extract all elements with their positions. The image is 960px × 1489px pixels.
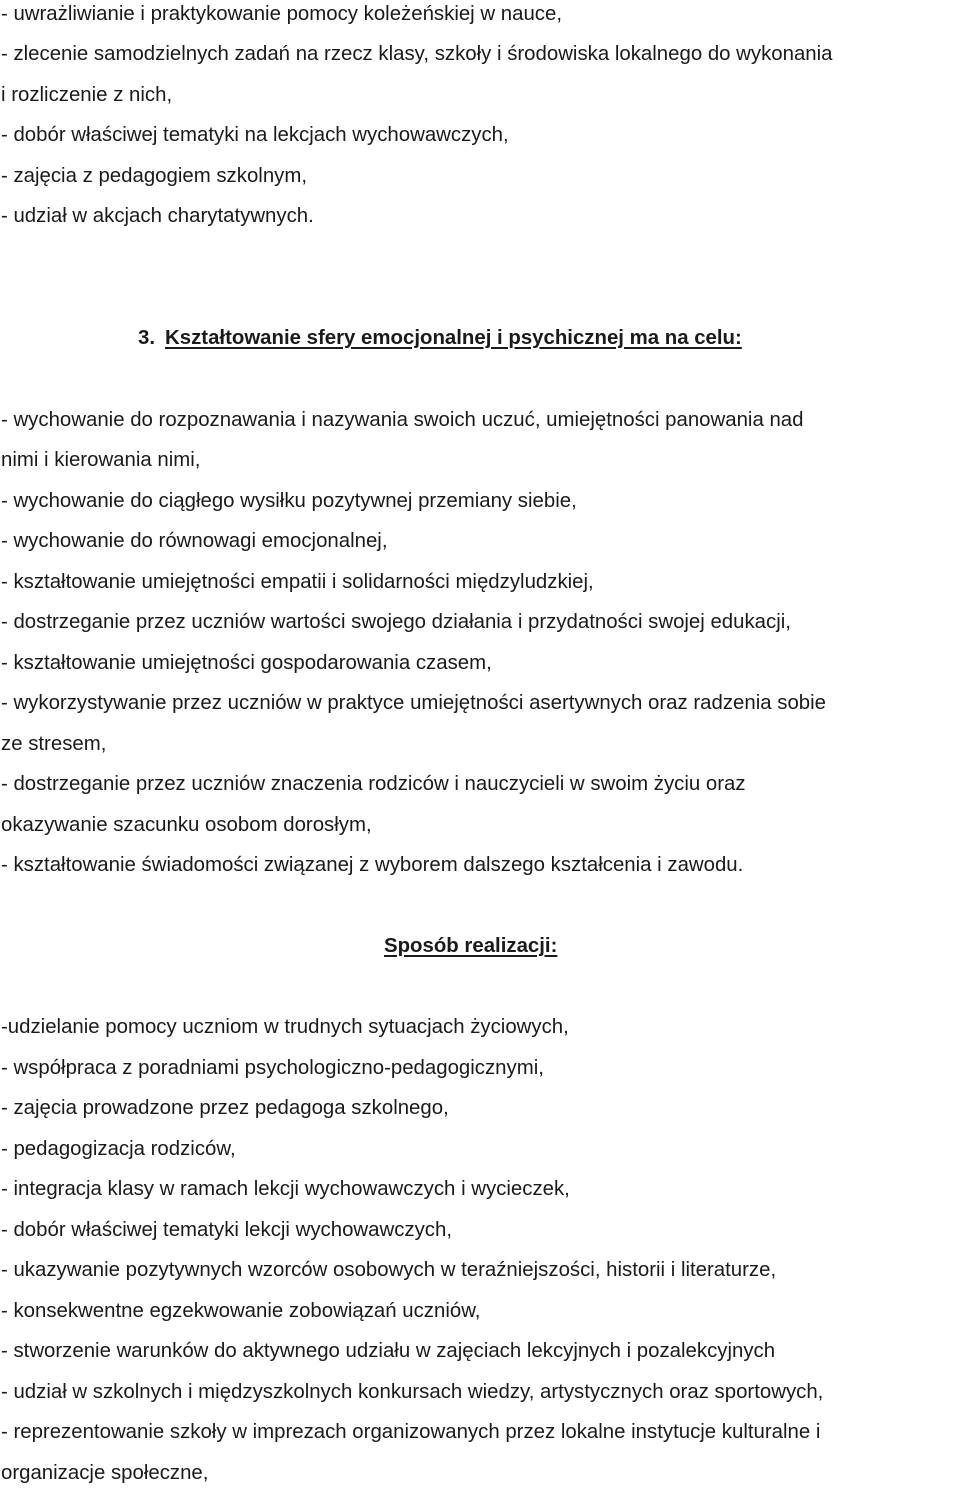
intro-line: - zlecenie samodzielnych zadań na rzecz klasy, szkoły i środowiska lokalnego do wykonania xyxy=(1,43,833,65)
realization-line: - reprezentowanie szkoły w imprezach organizowanych przez lokalne instytucje kulturalne i xyxy=(1,1421,821,1443)
section-3-line: - wychowanie do równowagi emocjonalnej, xyxy=(1,530,388,552)
section-3-line: nimi i kierowania nimi, xyxy=(1,449,201,471)
intro-line: i rozliczenie z nich, xyxy=(1,84,173,106)
realization-line: - konsekwentne egzekwowanie zobowiązań uczniów, xyxy=(1,1300,481,1322)
section-3-line: - kształtowanie świadomości związanej z wyborem dalszego kształcenia i zawodu. xyxy=(1,854,744,876)
section-3-line: - wychowanie do ciągłego wysiłku pozytywnej przemiany siebie, xyxy=(1,490,577,512)
realization-line: - dobór właściwej tematyki lekcji wychowawczych, xyxy=(1,1219,452,1241)
section-3-line: - wykorzystywanie przez uczniów w praktyce umiejętności asertywnych oraz radzenia sobie xyxy=(1,692,827,714)
section-3-title: Kształtowanie sfery emocjonalnej i psychicznej ma na celu: xyxy=(165,327,742,349)
intro-line: - udział w akcjach charytatywnych. xyxy=(1,205,314,227)
intro-line: - dobór właściwej tematyki na lekcjach wychowawczych, xyxy=(1,124,509,146)
realization-line: organizacje społeczne, xyxy=(1,1462,209,1484)
section-3-line: - dostrzeganie przez uczniów wartości swojego działania i przydatności swojej edukacji, xyxy=(1,611,791,633)
section-3-line: - dostrzeganie przez uczniów znaczenia rodziców i nauczycieli w swoim życiu oraz xyxy=(1,773,746,795)
intro-line: - zajęcia z pedagogiem szkolnym, xyxy=(1,165,307,187)
section-3-line: - kształtowanie umiejętności gospodarowania czasem, xyxy=(1,652,492,674)
section-3-line: ze stresem, xyxy=(1,733,107,755)
realization-line: - udział w szkolnych i międzyszkolnych konkursach wiedzy, artystycznych oraz sportowych, xyxy=(1,1381,824,1403)
realization-line: - ukazywanie pozytywnych wzorców osobowych w teraźniejszości, historii i literaturze, xyxy=(1,1259,777,1281)
realization-line: - zajęcia prowadzone przez pedagoga szkolnego, xyxy=(1,1097,449,1119)
intro-line: - uwrażliwianie i praktykowanie pomocy koleżeńskiej w nauce, xyxy=(1,3,562,25)
realization-line: - stworzenie warunków do aktywnego udziału w zajęciach lekcyjnych i pozalekcyjnych xyxy=(1,1340,776,1362)
section-3-line: - wychowanie do rozpoznawania i nazywania swoich uczuć, umiejętności panowania nad xyxy=(1,409,804,431)
realization-title: Sposób realizacji: xyxy=(384,935,558,957)
section-3-line: - kształtowanie umiejętności empatii i solidarności międzyludzkiej, xyxy=(1,571,594,593)
section-3-line: okazywanie szacunku osobom dorosłym, xyxy=(1,814,372,836)
realization-heading xyxy=(384,934,557,958)
section-3-heading xyxy=(138,326,742,350)
section-3-number: 3. xyxy=(138,327,156,349)
realization-line: - integracja klasy w ramach lekcji wychowawczych i wycieczek, xyxy=(1,1178,570,1200)
realization-line: - pedagogizacja rodziców, xyxy=(1,1138,236,1160)
realization-line: - współpraca z poradniami psychologiczno-pedagogicznymi, xyxy=(1,1057,544,1079)
realization-line: -udzielanie pomocy uczniom w trudnych sytuacjach życiowych, xyxy=(1,1016,569,1038)
